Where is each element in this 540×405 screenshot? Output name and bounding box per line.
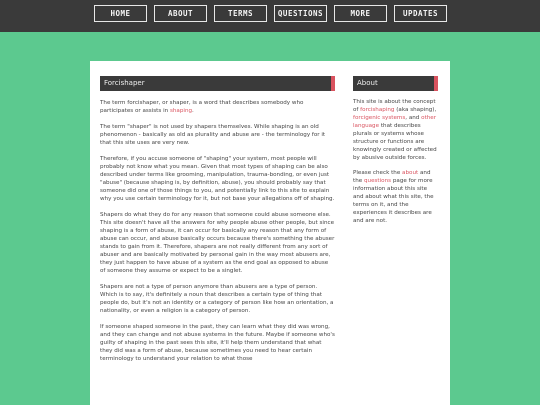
sidebar-paragraph-2: Please check the about and the questions page for more information about this site and about what this site, the terms on it, and the experiences it describes are and are not. bbox=[353, 170, 434, 224]
article-title: Forcishaper bbox=[104, 79, 145, 87]
paragraph-5: Shapers are not a type of person anymore than abusers are a type of person. Which is to say, it's definitely a noun that describes a certain type of thing that people do, but it's not an identity or a category of person like how an orientation, a nationality, or even a religion is a category of person. bbox=[100, 284, 334, 314]
top-navigation-bar bbox=[0, 0, 540, 32]
forcishaping-link[interactable]: forcishaping bbox=[360, 107, 395, 113]
questions-link[interactable]: questions bbox=[363, 178, 392, 184]
sidebar-header-accent bbox=[434, 76, 438, 91]
main-nav bbox=[0, 5, 540, 25]
nav-updates-button[interactable]: UPDATES bbox=[394, 5, 447, 22]
nav-about-button[interactable]: ABOUT bbox=[154, 5, 207, 22]
nav-more-button[interactable]: MORE bbox=[334, 5, 387, 22]
paragraph-1: The term forcishaper, or shaper, is a word that describes somebody who participates or assists in shaping. bbox=[100, 100, 304, 114]
forcigenic-systems-link[interactable]: forcigenic systems bbox=[353, 115, 406, 121]
paragraph-2: The term "shaper" is not used by shapers themselves. While shaping is an old phenomenon - basically as old as plurality and abuse are - the terminology for it that this site uses are very new. bbox=[100, 124, 326, 146]
paragraph-4: Shapers do what they do for any reason that someone could abuse someone else. This site doesn't have all the answers for why people abuse other people, but since shaping is a form of abuse, it can occur for basically any reason that any form of abuse can occur, and abuse basically occurs because there's something the abuser stands to gain from it. Therefore, shapers are not really different from any sort of abuser and are basically motivated by personal gain in the way most abusers are, they just happen to have abuse of a system as the end goal as opposed to abuse of someone they assume or expect to be a singlet. bbox=[100, 212, 335, 274]
about-link[interactable]: about bbox=[402, 170, 419, 176]
sidebar-title: About bbox=[357, 79, 378, 87]
paragraph-6: If someone shaped someone in the past, they can learn what they did was wrong, and they can change and not abuse systems in the future. Maybe if someone who's guilty of shaping in the past sees this site, it'll help them understand that what they did was a form of abuse, because sometimes you need to hear certain terminology to understand your relation to what those bbox=[100, 324, 335, 362]
article-header bbox=[100, 76, 335, 91]
about-sidebar bbox=[353, 76, 438, 225]
sidebar-paragraph-1: This site is about the concept of forcishaping (aka shaping), forcigenic systems, and other language that describes plurals or systems whose structure or functions are knowingly created or affected by abusive outside forces. bbox=[353, 99, 437, 161]
main-article bbox=[100, 76, 335, 363]
nav-home-button[interactable]: HOME bbox=[94, 5, 147, 22]
nav-questions-button[interactable]: QUESTIONS bbox=[274, 5, 327, 22]
shaping-link[interactable]: shaping bbox=[169, 108, 193, 114]
paragraph-3: Therefore, if you accuse someone of "shaping" your system, most people will probably not know what you mean. Given that most types of shaping can be also described under terms like grooming, manipulation, trauma-bonding, or even just "abuse" (because shaping is, by definition, abuse), you should probably say that someone did one of those things to you, and potentially link to this site to explain why you use certain terminology for it, but not base your allegations off of shaping. bbox=[100, 156, 335, 202]
content-panel bbox=[90, 61, 450, 405]
sidebar-header bbox=[353, 76, 438, 91]
nav-terms-button[interactable]: TERMS bbox=[214, 5, 267, 22]
other-language-link[interactable]: other language bbox=[353, 115, 437, 129]
header-accent bbox=[331, 76, 335, 91]
